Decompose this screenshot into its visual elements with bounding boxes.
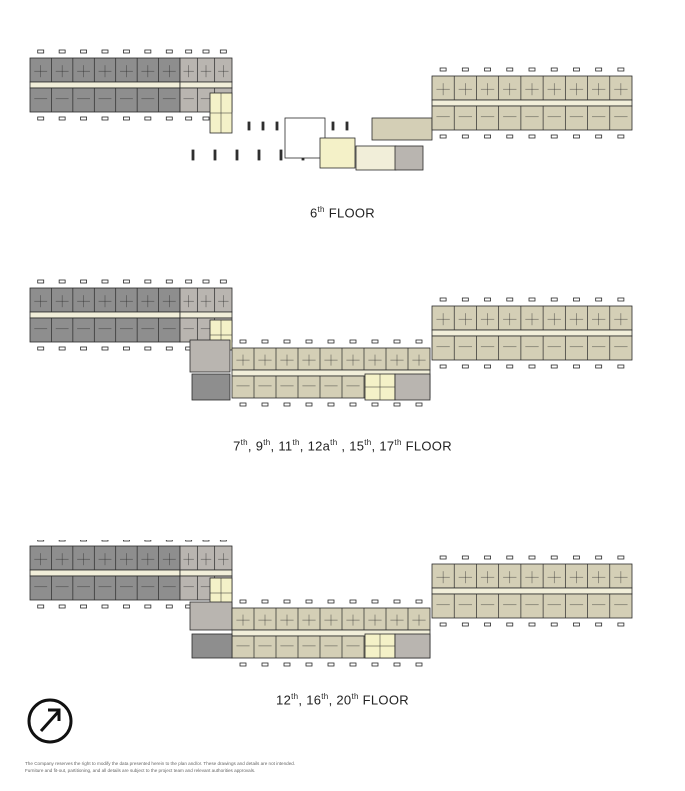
column: [280, 150, 282, 160]
unit-tag: [306, 403, 312, 406]
unit-tag: [203, 280, 209, 283]
unit-tag: [440, 365, 446, 368]
unit-tag: [529, 556, 535, 559]
unit-tag: [81, 347, 87, 350]
unit-tag: [394, 663, 400, 666]
unit-tag: [462, 298, 468, 301]
unit-tag: [220, 540, 226, 541]
unit-tag: [102, 347, 108, 350]
unit-tag: [328, 403, 334, 406]
unit-tag: [203, 50, 209, 53]
unit-tag: [485, 135, 491, 138]
unit-tag: [240, 340, 246, 343]
west-wing-corridor: [30, 312, 180, 318]
unit-tag: [166, 50, 172, 53]
unit-tag: [416, 403, 422, 406]
unit-tag: [306, 600, 312, 603]
east-wing-corridor: [432, 100, 632, 106]
unit-tag: [350, 663, 356, 666]
unit-tag: [262, 340, 268, 343]
unit-tag: [485, 298, 491, 301]
unit-tag: [416, 600, 422, 603]
disclaimer: [25, 760, 355, 774]
unit-tag: [462, 365, 468, 368]
ramp-area: [285, 118, 325, 158]
east-wing-corridor: [432, 588, 632, 594]
column: [346, 122, 348, 130]
unit-tag: [462, 623, 468, 626]
floor-label-6: 6th FLOOR: [309, 205, 375, 221]
unit-tag: [186, 540, 192, 541]
unit-tag: [416, 340, 422, 343]
unit-tag: [123, 50, 129, 53]
unit-tag: [529, 298, 535, 301]
unit-tag: [38, 280, 44, 283]
unit-tag: [145, 280, 151, 283]
unit-tag: [38, 117, 44, 120]
unit-tag: [440, 623, 446, 626]
unit-tag: [59, 540, 65, 541]
unit-tag: [81, 605, 87, 608]
west-wing-south-row: [30, 88, 180, 112]
unit-tag: [166, 540, 172, 541]
unit-tag: [372, 340, 378, 343]
unit-tag: [59, 50, 65, 53]
mid-units: [372, 118, 432, 140]
unit-tag: [166, 280, 172, 283]
south-west-unit: [192, 374, 230, 400]
unit-tag: [145, 117, 151, 120]
column: [262, 122, 264, 130]
unit-tag: [440, 298, 446, 301]
unit-tag: [102, 117, 108, 120]
unit-tag: [203, 540, 209, 541]
unit-tag: [596, 623, 602, 626]
west-wing-corridor: [30, 82, 180, 88]
unit-tag: [596, 556, 602, 559]
unit-tag: [573, 556, 579, 559]
floor-label-7: 7th, 9th, 11th, $12a^{th}$ , 15th, 17th FLOOR: [233, 438, 452, 454]
unit-tag: [596, 135, 602, 138]
unit-tag: [186, 50, 192, 53]
west-end-wing-corridor: [180, 570, 232, 576]
unit-tag: [507, 298, 513, 301]
unit-tag: [81, 117, 87, 120]
unit-tag: [102, 280, 108, 283]
south-mid-unit: [395, 374, 430, 400]
east-wing-south-row: [432, 594, 632, 618]
unit-tag: [551, 298, 557, 301]
unit-tag: [102, 50, 108, 53]
unit-tag: [123, 280, 129, 283]
column: [248, 122, 250, 130]
unit-tag: [350, 403, 356, 406]
unit-tag: [507, 556, 513, 559]
unit-tag: [240, 403, 246, 406]
unit-tag: [145, 605, 151, 608]
connector: [356, 146, 396, 170]
unit-tag: [394, 403, 400, 406]
unit-tag: [529, 135, 535, 138]
unit-tag: [145, 540, 151, 541]
north-arrow-icon: [26, 697, 74, 745]
unit-tag: [350, 340, 356, 343]
unit-tag: [59, 280, 65, 283]
unit-tag: [573, 68, 579, 71]
unit-tag: [618, 135, 624, 138]
unit-tag: [529, 68, 535, 71]
unit-tag: [350, 600, 356, 603]
south-west-unit: [192, 634, 232, 658]
floor-plan-7: [0, 270, 685, 420]
west-link-unit: [190, 602, 232, 630]
unit-tag: [328, 340, 334, 343]
unit-tag: [166, 117, 172, 120]
column: [276, 122, 278, 130]
unit-tag: [596, 68, 602, 71]
floor-plan-12-drawing: [0, 540, 685, 690]
unit-tag: [573, 365, 579, 368]
unit-tag: [440, 68, 446, 71]
unit-tag: [81, 50, 87, 53]
unit-tag: [284, 663, 290, 666]
floor-label-12: 12th, 16th, 20th FLOOR: [276, 692, 409, 708]
unit-tag: [145, 347, 151, 350]
unit-tag: [507, 623, 513, 626]
unit-tag: [485, 68, 491, 71]
unit-tag: [262, 663, 268, 666]
unit-tag: [102, 540, 108, 541]
unit-tag: [416, 663, 422, 666]
unit-tag: [59, 605, 65, 608]
lobby-block: [320, 138, 355, 168]
unit-tag: [507, 68, 513, 71]
unit-tag: [186, 117, 192, 120]
east-wing-corridor: [432, 330, 632, 336]
unit-tag: [102, 605, 108, 608]
unit-tag: [81, 280, 87, 283]
unit-tag: [462, 135, 468, 138]
unit-tag: [186, 280, 192, 283]
unit-tag: [372, 403, 378, 406]
east-wing-south-row: [432, 106, 632, 130]
unit-tag: [372, 663, 378, 666]
west-wing-south-row: [30, 576, 180, 600]
floor-plan-7-drawing: [0, 270, 685, 420]
unit-tag: [262, 600, 268, 603]
unit-tag: [596, 298, 602, 301]
unit-tag: [507, 365, 513, 368]
south-mid-unit: [395, 634, 430, 658]
floor-plan-6: [0, 38, 685, 188]
west-wing-corridor: [30, 570, 180, 576]
unit-tag: [573, 135, 579, 138]
unit-tag: [618, 556, 624, 559]
unit-tag: [145, 50, 151, 53]
unit-tag: [596, 365, 602, 368]
west-link-unit: [190, 340, 230, 372]
unit-tag: [440, 556, 446, 559]
unit-tag: [551, 623, 557, 626]
unit-tag: [328, 663, 334, 666]
west-end-wing-corridor: [180, 312, 232, 318]
unit-tag: [123, 117, 129, 120]
unit-tag: [81, 540, 87, 541]
column: [192, 150, 194, 160]
unit-tag: [462, 556, 468, 559]
unit-tag: [551, 556, 557, 559]
unit-tag: [240, 663, 246, 666]
west-end-wing-corridor: [180, 82, 232, 88]
unit-tag: [507, 135, 513, 138]
unit-tag: [462, 68, 468, 71]
unit-tag: [618, 365, 624, 368]
unit-tag: [440, 135, 446, 138]
unit-tag: [220, 280, 226, 283]
unit-tag: [394, 600, 400, 603]
unit-tag: [38, 540, 44, 541]
column: [214, 150, 216, 160]
unit-tag: [284, 340, 290, 343]
column: [258, 150, 260, 160]
unit-tag: [551, 135, 557, 138]
unit-tag: [123, 605, 129, 608]
unit-tag: [284, 600, 290, 603]
west-wing-south-row: [30, 318, 180, 342]
east-wing-south-row: [432, 336, 632, 360]
unit-tag: [284, 403, 290, 406]
unit-tag: [262, 403, 268, 406]
unit-tag: [394, 340, 400, 343]
unit-tag: [59, 347, 65, 350]
unit-tag: [123, 540, 129, 541]
column: [332, 122, 334, 130]
unit-tag: [618, 623, 624, 626]
unit-tag: [372, 600, 378, 603]
unit-tag: [485, 365, 491, 368]
floor-plan-12: [0, 540, 685, 690]
unit-tag: [306, 663, 312, 666]
floor-plan-6-drawing: [0, 38, 685, 188]
unit-tag: [618, 298, 624, 301]
unit-tag: [166, 605, 172, 608]
disclaimer-line-2: Furniture and fit-out, partitioning, and all details are subject to the project team and relevant authorities approvals.: [25, 768, 256, 773]
mid-grey-unit: [395, 146, 423, 170]
unit-tag: [38, 347, 44, 350]
unit-tag: [551, 365, 557, 368]
unit-tag: [306, 340, 312, 343]
unit-tag: [203, 117, 209, 120]
unit-tag: [529, 365, 535, 368]
unit-tag: [529, 623, 535, 626]
unit-tag: [618, 68, 624, 71]
unit-tag: [166, 347, 172, 350]
unit-tag: [240, 600, 246, 603]
unit-tag: [573, 298, 579, 301]
unit-tag: [220, 50, 226, 53]
unit-tag: [38, 605, 44, 608]
unit-tag: [551, 68, 557, 71]
unit-tag: [573, 623, 579, 626]
unit-tag: [485, 556, 491, 559]
unit-tag: [485, 623, 491, 626]
unit-tag: [123, 347, 129, 350]
unit-tag: [38, 50, 44, 53]
column: [236, 150, 238, 160]
unit-tag: [59, 117, 65, 120]
unit-tag: [328, 600, 334, 603]
disclaimer-line-1: The Company reserves the right to modify the data presented herein to the plan and/or. These drawings and details are not intended.: [25, 761, 296, 766]
